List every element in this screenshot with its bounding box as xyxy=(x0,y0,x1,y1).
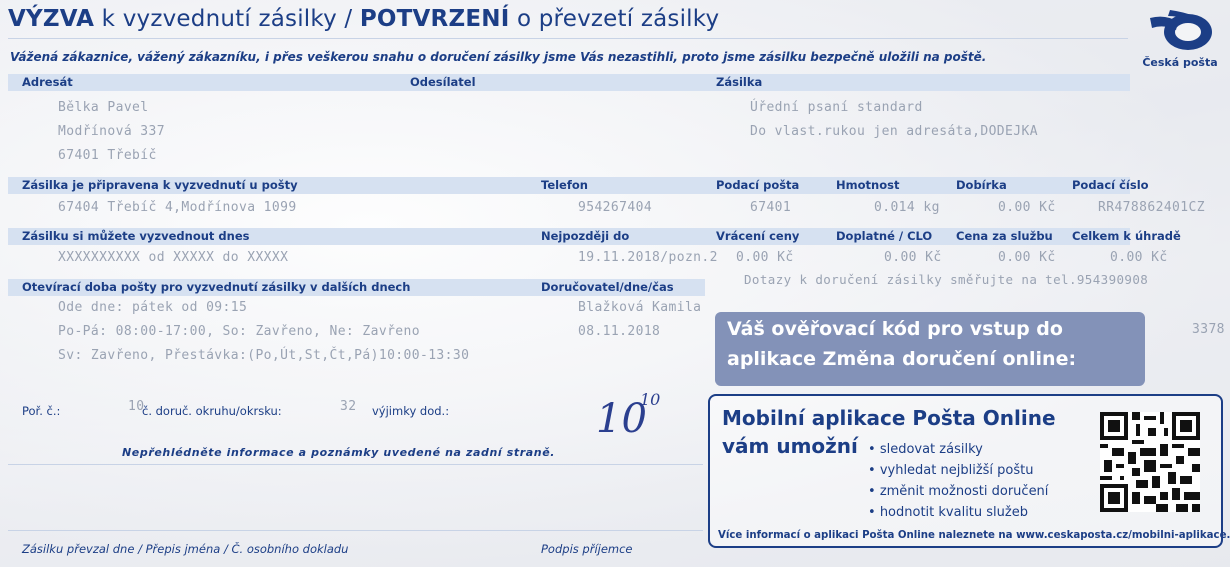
app-box-info: Více informací o aplikaci Pošta Online naleznete na www.ceskaposta.cz/mobilni-aplikace. xyxy=(718,530,1230,541)
feature-item: • sledovat zásilky xyxy=(868,442,983,457)
label-oteviraci: Otevírací doba pošty pro vyzvednutí zásilky v dalších dnech xyxy=(22,280,411,294)
podaci-cislo-value: RR478862401CZ xyxy=(1098,200,1205,215)
document-title xyxy=(8,6,719,32)
label-okrsku: č. doruč. okruhu/okrsku: xyxy=(142,404,282,418)
adresat-name: Bělka Pavel xyxy=(58,100,149,115)
label-dobirka: Dobírka xyxy=(956,178,1007,192)
celkem-value: 0.00 Kč xyxy=(1110,250,1168,265)
label-podaci-posta: Podací pošta xyxy=(716,178,800,192)
label-odesilatel: Odesílatel xyxy=(410,75,476,89)
nejpozdeji-value: 19.11.2018/pozn.2 xyxy=(578,250,718,265)
brand-name: Česká pošta xyxy=(1142,56,1218,69)
label-dorucovatel: Doručovatel/dne/čas xyxy=(541,280,674,294)
oteviraci-line1: Ode dne: pátek od 09:15 xyxy=(58,300,248,315)
app-box-title1: Mobilní aplikace Pošta Online xyxy=(722,406,1056,430)
label-zasilka: Zásilka xyxy=(716,75,763,89)
vraceni-value: 0.00 Kč xyxy=(736,250,794,265)
label-vraceni: Vrácení ceny xyxy=(716,229,800,243)
zasilka-type: Úřední psaní standard xyxy=(750,100,923,115)
header-bar-row1 xyxy=(8,74,1130,91)
adresat-city: 67401 Třebíč xyxy=(58,148,157,163)
label-podaci-cislo: Podací číslo xyxy=(1072,178,1149,192)
mobile-app-box xyxy=(708,394,1230,548)
okrsek-value: 32 xyxy=(340,399,357,414)
title-potvrzeni: POTVRZENÍ xyxy=(359,6,510,32)
dorucovatel-date: 08.11.2018 xyxy=(578,324,661,339)
label-celkem: Celkem k úhradě xyxy=(1072,229,1181,243)
label-doplatne: Doplatné / CLO xyxy=(836,229,933,243)
vyzvednout-value: XXXXXXXXXX od XXXXX do XXXXX xyxy=(58,250,289,265)
label-nejpozdeji: Nejpozději do xyxy=(541,229,630,243)
oteviraci-line3: Sv: Zavřeno, Přestávka:(Po,Út,St,Čt,Pá)10:00-13:30 xyxy=(58,348,470,363)
label-hmotnost: Hmotnost xyxy=(836,178,900,192)
feature-item: • vyhledat nejbližší poštu xyxy=(868,463,1034,478)
label-adresat: Adresát xyxy=(22,75,73,89)
dobirka-value: 0.00 Kč xyxy=(998,200,1056,215)
zasilka-note: Do vlast.rukou jen adresáta,DODEJKA xyxy=(750,124,1038,139)
feature-item: • změnit možnosti doručení xyxy=(868,484,1049,499)
label-vyjimky: výjimky dod.: xyxy=(372,404,450,418)
label-cena-sluzbu: Cena za službu xyxy=(956,229,1053,243)
podaci-posta-value: 67401 xyxy=(750,200,792,215)
label-vyzvednout-dnes: Zásilku si můžete vyzvednout dnes xyxy=(22,229,250,243)
app-box-title2: vám umožní xyxy=(722,434,858,458)
back-side-note: Nepřehlédněte informace a poznámky uvedené na zadní straně. xyxy=(122,446,556,459)
telefon-value: 954267404 xyxy=(578,200,653,215)
qr-code-icon[interactable] xyxy=(1100,412,1200,512)
handwritten-number-sup: 10 xyxy=(640,390,661,409)
cena-value: 0.00 Kč xyxy=(998,250,1056,265)
por-c-value: 10 xyxy=(128,399,145,414)
label-prevzal: Zásilku převzal dne / Přepis jména / Č. osobního dokladu xyxy=(22,542,349,556)
handwritten-number: 10 xyxy=(596,396,647,442)
title-part: o převzetí zásilky xyxy=(509,6,720,32)
subtitle: Vážená zákaznice, vážený zákazníku, i přes veškerou snahu o doručení zásilky jsme Vás nezastihli, proto jsme zásilku bezpečně uložili na poště. xyxy=(10,50,987,64)
title-part: k vyzvednutí zásilky / xyxy=(94,6,360,32)
verification-code: 3378 xyxy=(1192,322,1225,337)
dorucovatel-name: Blažková Kamila xyxy=(578,300,702,315)
oteviraci-line2: Po-Pá: 08:00-17:00, So: Zavřeno, Ne: Zavřeno xyxy=(58,324,420,339)
adresat-street: Modřínová 337 xyxy=(58,124,165,139)
label-pripravena: Zásilka je připravena k vyzvednutí u pošty xyxy=(22,178,298,192)
hmotnost-value: 0.014 kg xyxy=(874,200,940,215)
dotazy-text: Dotazy k doručení zásilky směřujte na tel.954390908 xyxy=(744,272,1149,287)
feature-item: • hodnotit kvalitu služeb xyxy=(868,505,1028,520)
doplatne-value: 0.00 Kč xyxy=(884,250,942,265)
title-vyzva: VÝZVA xyxy=(8,6,95,32)
verification-code-box xyxy=(715,312,1145,386)
label-telefon: Telefon xyxy=(541,178,588,192)
code-box-line1: Váš ověřovací kód pro vstup do xyxy=(727,318,1063,340)
code-box-line2: aplikace Změna doručení online: xyxy=(727,348,1077,370)
label-podpis: Podpis příjemce xyxy=(541,542,633,556)
label-por-c: Poř. č.: xyxy=(22,404,61,418)
note-divider xyxy=(8,464,703,465)
posta-address: 67404 Třebíč 4,Modřínova 1099 xyxy=(58,200,297,215)
title-underline xyxy=(8,38,1128,39)
signature-line xyxy=(8,530,703,531)
